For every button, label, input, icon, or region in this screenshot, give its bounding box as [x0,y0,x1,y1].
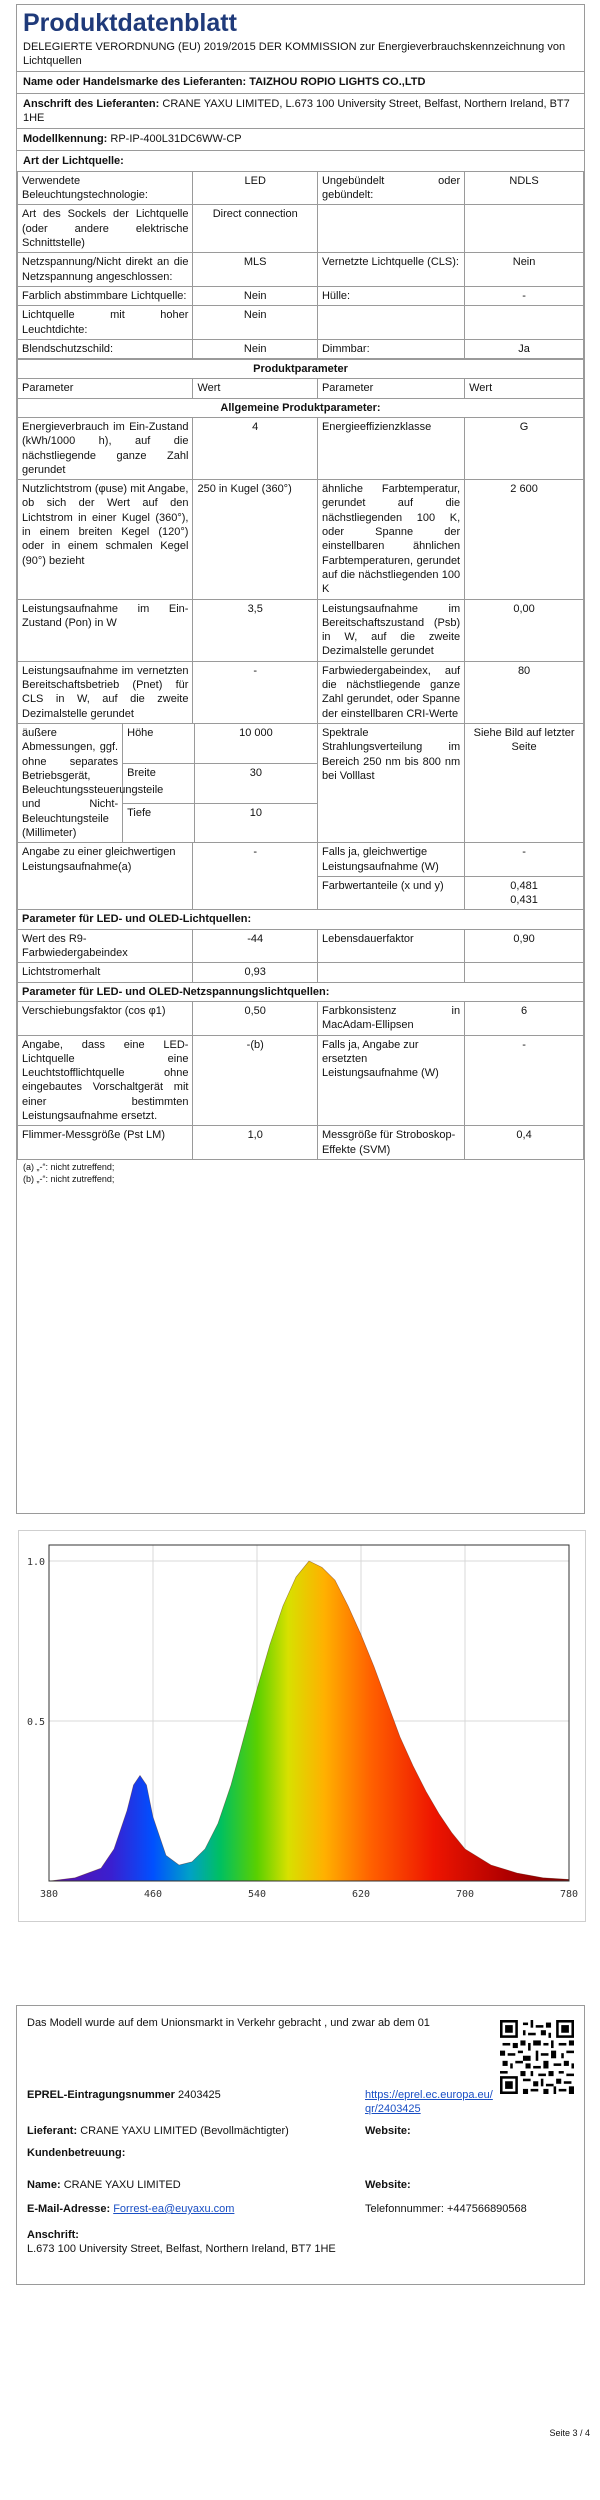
param-label: Energieeffizienzklasse [317,417,464,479]
type-label: Farblich abstimmbare Lichtquelle: [18,286,193,305]
table-row [18,205,584,253]
eprel-link-container [365,2088,495,2117]
param-value: -44 [193,929,318,963]
contact-section [16,2005,585,2285]
param-value: - [465,843,584,877]
type-value: Nein [193,306,318,340]
x-tick-label: 780 [559,1889,579,1900]
column-header: Wert [465,379,584,398]
param-label: Messgröße für Stroboskop-Effekte (SVM) [317,1126,464,1160]
param-value: 0,50 [193,1001,318,1035]
phone-label: Telefonnummer: [365,2203,444,2215]
product-data-sheet [16,4,585,1514]
table-row [18,480,584,599]
footnote: (b) „-“: nicht zutreffend; [23,1173,115,1184]
param-label: Angabe zu einer gleichwertigen Leistungsaufnahme(a) [18,843,193,910]
param-label: Flimmer-Messgröße (Pst LM) [18,1126,193,1160]
led-parameters-heading: Parameter für LED- und OLED-Lichtquellen: [18,910,584,929]
dimension-name: Breite [123,763,195,803]
contact-supplier-value: CRANE YAXU LIMITED (Bevollmächtigter) [80,2125,289,2137]
table-row [18,963,584,982]
type-label: Lichtquelle mit hoher Leuchtdichte: [18,306,193,340]
chromaticity-values [465,876,584,910]
param-label: Falls ja, gleichwertige Leistungsaufnahme (W) [317,843,464,877]
dimension-value: 10 [194,803,317,842]
email-label: E-Mail-Adresse: [27,2203,111,2215]
model-row [17,128,584,149]
table-row [18,661,584,723]
regulation-reference: DELEGIERTE VERORDNUNG (EU) 2019/2015 DER KOMMISSION zur Energieverbrauchskennzeichnung von Lichtquellen [23,40,566,68]
spectrum-chart-svg [19,1531,585,1921]
type-label: Hülle: [317,286,464,305]
document-title: Produktdatenblatt [23,9,237,37]
table-row [18,1126,584,1160]
chromaticity-x: 0,481 [510,879,538,892]
contact-supplier-label: Lieferant: [27,2125,78,2137]
param-label [317,963,464,982]
dimensions-subtable [18,724,317,842]
param-label: Leistungsaufnahme im Ein-Zustand (Pon) in W [18,599,193,661]
type-value [465,306,584,340]
table-row [18,417,584,479]
type-value: NDLS [465,171,584,205]
param-value: 0,00 [465,599,584,661]
address-value: CRANE YAXU LIMITED, L.673 100 University Street, Belfast, Northern Ireland, BT7 1HE [23,97,570,124]
table-row [18,1035,584,1126]
email-link[interactable]: Forrest-ea@euyaxu.com [113,2203,235,2215]
param-value: Siehe Bild auf letzter Seite [465,723,584,842]
table-row [18,339,584,358]
param-label: Farbwiedergabeindex, auf die nächstliegende ganze Zahl gerundet, oder Spanne der einstellbaren CRI-Werte [317,661,464,723]
phone-value: +447566890568 [446,2203,527,2215]
type-value: - [465,286,584,305]
name-row [27,2178,181,2192]
dimension-name: Höhe [123,724,195,763]
param-label: ähnliche Farbtemperatur, gerundet auf die nächstliegenden 100 K, oder Spanne der einstellbaren ähnlichen Farbtemperaturen, gerundet auf die nächstliegenden 100 K [317,480,464,599]
table-row [18,306,584,340]
param-value: 0,90 [465,929,584,963]
type-value: LED [193,171,318,205]
param-label: Falls ja, Angabe zur ersetzten Leistungsaufnahme (W) [317,1035,464,1126]
supplier-row [17,71,584,92]
chromaticity-y: 0,431 [510,894,538,907]
contact-address-label: Anschrift: [27,2229,79,2241]
x-tick-label: 380 [39,1889,59,1900]
footnote: (a) „-“: nicht zutreffend; [23,1161,115,1172]
param-value: 2 600 [465,480,584,599]
type-label: Ungebündelt oder gebündelt: [317,171,464,205]
column-header: Wert [193,379,318,398]
supplier-contact-row [27,2124,289,2138]
param-value: 0,4 [465,1126,584,1160]
type-label: Art des Sockels der Lichtquelle (oder andere elektrische Schnittstelle) [18,205,193,253]
mains-parameters-heading: Parameter für LED- und OLED-Netzspannungslichtquellen: [18,982,584,1001]
param-label: Leistungsaufnahme im Bereitschaftszustand (Psb) in W, auf die zweite Dezimalstelle gerundet [317,599,464,661]
type-label [317,306,464,340]
type-label: Dimmbar: [317,339,464,358]
param-label: Leistungsaufnahme im vernetzten Bereitschaftsbetrieb (Pnet) für CLS in W, auf die zweite Dezimalstelle gerundet [18,661,193,723]
param-label: Farbkonsistenz in MacAdam-Ellipsen [317,1001,464,1035]
x-tick-label: 700 [455,1889,475,1900]
param-value: G [465,417,584,479]
table-header-row [18,379,584,398]
light-source-type-table [17,171,584,359]
dimension-name: Tiefe [123,803,195,842]
address-row [17,93,584,129]
param-label: Energieverbrauch im Ein-Zustand (kWh/1000 h), auf die nächstliegende ganze Zahl gerundet [18,417,193,479]
product-parameters-heading: Produktparameter [18,360,584,379]
type-value: MLS [193,253,318,287]
param-label: Lebensdauerfaktor [317,929,464,963]
customer-care-label: Kundenbetreuung: [27,2147,126,2159]
email-row [27,2202,234,2216]
param-label: Nutzlichtstrom (φuse) mit Angabe, ob sich der Wert auf den Lichtstrom in einer Kugel (360°), in einem breiten Kegel (120°) oder in einem schmalen Kegel (90°) bezieht [18,480,193,599]
supplier-value: TAIZHOU ROPIO LIGHTS CO.,LTD [249,76,426,89]
address-label: Anschrift des Lieferanten: [23,97,160,110]
table-row [18,1001,584,1035]
type-label: Netzspannung/Nicht direkt an die Netzspannung angeschlossen: [18,253,193,287]
contact-address-value: L.673 100 University Street, Belfast, Northern Ireland, BT7 1HE [27,2243,336,2256]
param-label: Spektrale Strahlungsverteilung im Bereich 250 nm bis 800 nm bei Volllast [317,723,464,842]
model-label: Modellkennung: [23,133,108,146]
page-number: Seite 3 / 4 [549,2428,590,2438]
param-label: Lichtstromerhalt [18,963,193,982]
eprel-row [27,2088,221,2102]
type-label [317,205,464,253]
param-value: 1,0 [193,1126,318,1160]
param-value: 3,5 [193,599,318,661]
contact-address-row [27,2228,336,2257]
name-label: Name: [27,2179,61,2191]
param-value: - [465,1035,584,1126]
dimension-value: 30 [194,763,317,803]
light-source-type-heading: Art der Lichtquelle: [17,150,584,171]
type-value: Nein [193,339,318,358]
table-row [18,929,584,963]
general-parameters-heading: Allgemeine Produktparameter: [18,398,584,417]
phone-row [365,2202,527,2216]
supplier-label: Name oder Handelsmarke des Lieferanten: [23,76,247,89]
table-row [18,286,584,305]
type-value: Nein [465,253,584,287]
column-header: Parameter [317,379,464,398]
x-tick-label: 460 [143,1889,163,1900]
footnotes [17,1160,584,1191]
type-label: Vernetzte Lichtquelle (CLS): [317,253,464,287]
param-value: 80 [465,661,584,723]
column-header: Parameter [18,379,193,398]
model-value: RP-IP-400L31DC6WW-CP [110,133,242,146]
dimensions-row [18,723,584,842]
param-label: Wert des R9-Farbwiedergabeindex [18,929,193,963]
eprel-link[interactable]: https://eprel.ec.europa.eu/qr/2403425 [365,2089,493,2116]
eprel-number: 2403425 [177,2089,221,2101]
param-value: - [193,661,318,723]
table-row [18,253,584,287]
market-intro-text: Das Modell wurde auf dem Unionsmarkt in Verkehr gebracht , und zwar ab dem 01 [27,2017,430,2029]
y-tick-label: 1.0 [26,1557,45,1568]
name-value: CRANE YAXU LIMITED [63,2179,181,2191]
type-value: Nein [193,286,318,305]
param-value: -(b) [193,1035,318,1126]
y-tick-label: 0.5 [26,1717,45,1728]
website-label-2: Website: [365,2179,411,2191]
type-value: Ja [465,339,584,358]
param-value: 4 [193,417,318,479]
qr-code-icon [500,2020,574,2094]
param-value: 0,93 [193,963,318,982]
param-value: 6 [465,1001,584,1035]
param-label: Verschiebungsfaktor (cos φ1) [18,1001,193,1035]
param-value [465,963,584,982]
x-tick-label: 620 [351,1889,371,1900]
x-tick-label: 540 [247,1889,267,1900]
table-row [18,843,584,877]
param-value: - [193,843,318,910]
type-label: Blendschutzschild: [18,339,193,358]
dimensions-label: äußere Abmessungen, ggf. ohne separates Betriebsgerät, Beleuchtungssteuerungsteile und Nicht-Beleuchtungsteile (Millimeter) [22,726,164,839]
spectrum-chart [18,1530,586,1922]
table-row [18,171,584,205]
type-value: Direct connection [193,205,318,253]
param-value: 250 in Kugel (360°) [193,480,318,599]
param-label: Farbwertanteile (x und y) [317,876,464,910]
eprel-label: EPREL-Eintragungsnummer [27,2089,175,2101]
type-label: Verwendete Beleuchtungstechnologie: [18,171,193,205]
dimension-value: 10 000 [194,724,317,763]
table-row [18,599,584,661]
type-value [465,205,584,253]
product-parameters-table [17,359,584,1160]
website-label: Website: [365,2125,411,2137]
param-label: Angabe, dass eine LED-Lichtquelle eine Leuchtstofflichtquelle ohne eingebautes Vorschaltgerät mit einer bestimmten Leistungsaufnahme ersetzt. [18,1035,193,1126]
